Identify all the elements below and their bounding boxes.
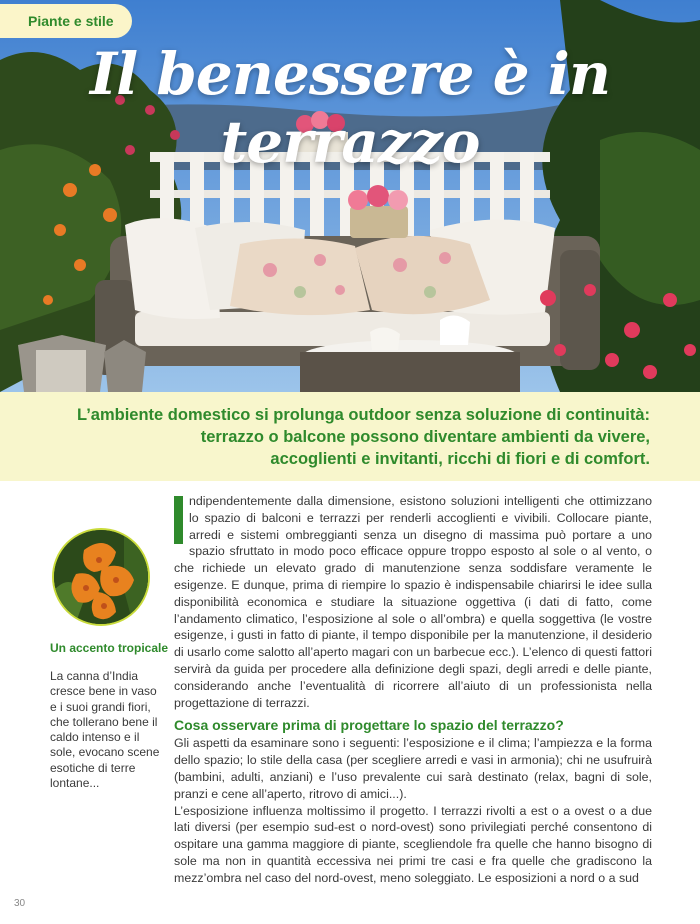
page-title: Il benessere è in terrazzo — [89, 40, 611, 176]
canna-flower-illustration — [54, 530, 150, 626]
flower-photo — [52, 528, 150, 626]
lead-line: L’ambiente domestico si prolunga outdoor senza soluzione di continuità: — [77, 406, 650, 424]
article-subheading: Cosa osservare prima di progettare lo spazio del terrazzo? — [174, 717, 564, 734]
lead-line: terrazzo o balcone possono diventare ambienti da vivere, — [200, 428, 650, 446]
article-paragraph: L’esposizione influenza moltissimo il progetto. I terrazzi rivolti a est o a ovest o a due lati diversi (per esempio sud-est o nord-ovest) sono privilegiati perché consentono di ospitare una gamma maggiore di piante, scegliendole fra quelle che hanno bisogno di sole ma non in quantità eccessiva nei primi tre casi e fra quelle che gradiscono la mezz’ombra nel caso del nord-ovest, meno soleggiato. Le esposizioni a nord o a sud — [174, 803, 652, 885]
caption-body: La canna d’India cresce bene in vaso e i suoi grandi fiori, che tollerano bene il caldo intenso e il sole, evocano scene esotiche di terre lontane... — [50, 669, 160, 791]
lead-line: accoglienti e invitanti, ricchi di fiori e di comfort. — [270, 450, 650, 468]
hero-image — [0, 0, 700, 392]
paragraph-text: ndipendentemente dalla dimensione, esistono soluzioni intelligenti che ottimizzano lo spazio di balconi e terrazzi per renderli accoglienti e vivibili. Collocare piante, arredi e sistemi ombreggianti senza un disegno di massima può portare a uno spazio sfruttato in modo poco efficace oppure troppo esposto al sole o al vento, o che richiede un elevato grado di manutenzione senza soddisfare veramente le esigenze. E dunque, prima di riempire lo spazio è indispensabile chiarirsi le idee sulla disponibilità economica e studiare la situazione oggettiva (i dati di fatto, come l’andamento climatico, l’esposizione al sole o all’ombra) e quella soggettiva (le vostre esigenze, i gusti in fatto di piante, il tempo disponibile per la manutenzione, il desiderio di usarlo come salotto all’aperto magari con un barbecue ecc.). L’elenco di questi fattori servirà da guida per procedere alla definizione degli spazi, degli arredi e delle piante, considerando anche l’eventualità di ricorrere all’aiuto di un professionista nella progettazione di terrazzi. — [174, 494, 652, 710]
article-paragraph: Gli aspetti da esaminare sono i seguenti: l’esposizione e il clima; l’ampiezza e la forma dello spazio; lo stile della casa (per scegliere arredi e vasi in armonia); chi ne usufruirà (bambini, adulti, anziani) e l’uso prevalente cui sarà destinato (relax, bagni di sole, pranzi e cene all’aperto, ritrovo di amici...). — [174, 736, 652, 801]
article-paragraph — [174, 493, 652, 711]
drop-cap — [174, 496, 183, 544]
lead-text — [30, 404, 650, 470]
caption-title: Un accento tropicale — [50, 641, 169, 655]
article-body — [174, 493, 652, 887]
page-number: 30 — [14, 898, 26, 909]
section-label: Piante e stile — [0, 4, 132, 38]
lead-band — [0, 392, 700, 481]
